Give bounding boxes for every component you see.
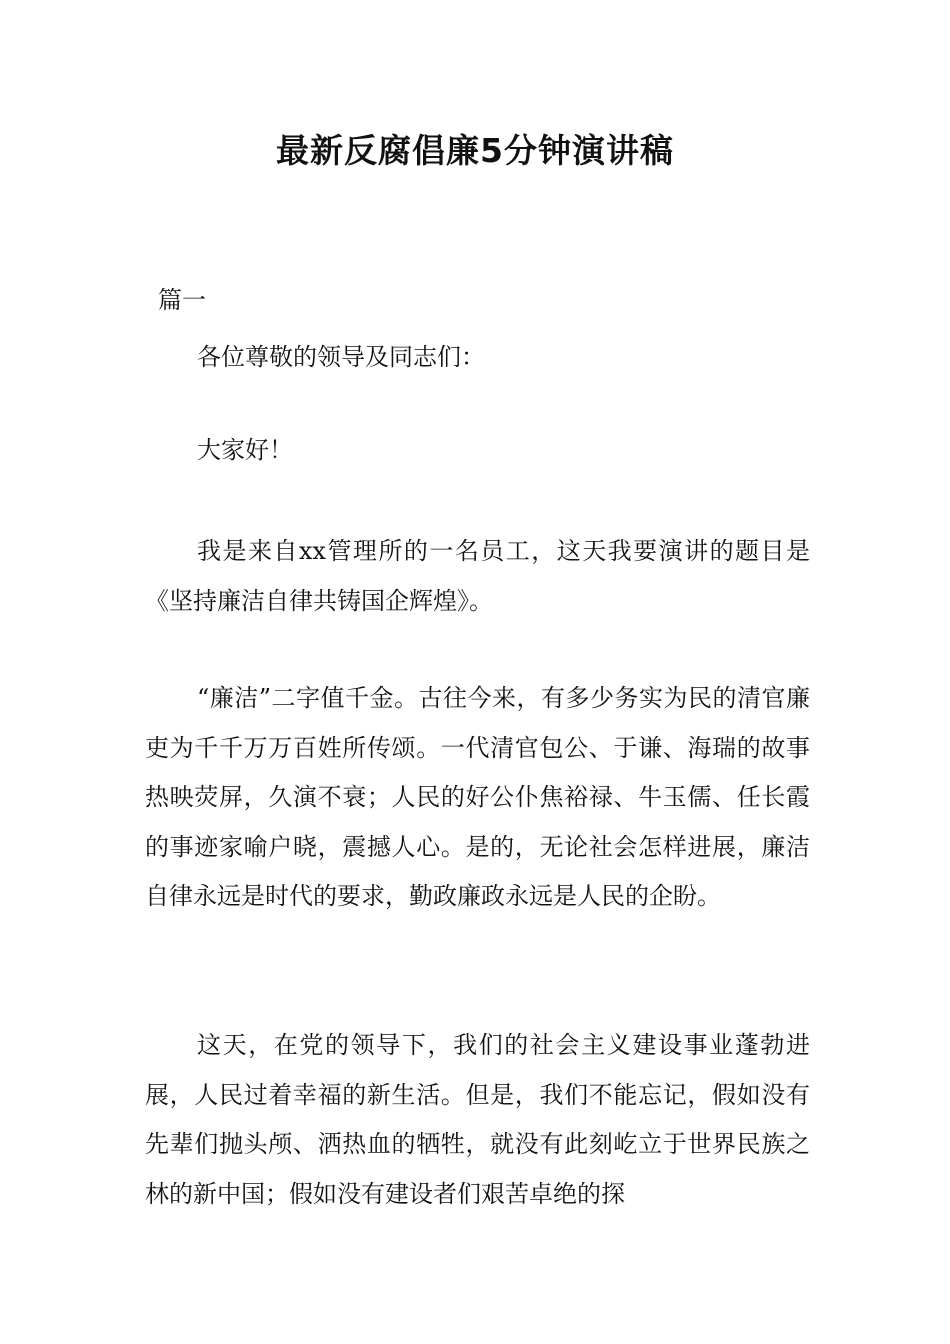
paragraph-greeting: 各位尊敬的领导及同志们： [197, 343, 485, 371]
section-label: 篇一 [158, 286, 206, 314]
paragraph-today: 这天，在党的领导下，我们的社会主义建设事业蓬勃进展，人民过着幸福的新生活。但是，我们不能忘记，假如没有先辈们抛头颅、洒热血的牺牲，就没有此刻屹立于世界民族之林的新中国；假如没有建设者们艰苦卓绝的探 [145, 1031, 810, 1208]
paragraph-integrity: “廉洁”二字值千金。古往今来，有多少务实为民的清官廉吏为千千万万百姓所传颂。一代清官包公、于谦、海瑞的故事热映荧屏，久演不衰；人民的好公仆焦裕禄、牛玉儒、任长霞的事迹家喻户晓，震撼人心。是的，无论社会怎样进展，廉洁自律永远是时代的要求，勤政廉政永远是人民的企盼。 [145, 684, 810, 910]
document-title: 最新反腐倡廉5分钟演讲稿 [276, 131, 674, 170]
paragraph-intro: 我是来自xx管理所的一名员工，这天我要演讲的题目是《坚持廉洁自律共铸国企辉煌》。 [145, 537, 810, 615]
paragraph-hello: 大家好！ [197, 436, 293, 464]
